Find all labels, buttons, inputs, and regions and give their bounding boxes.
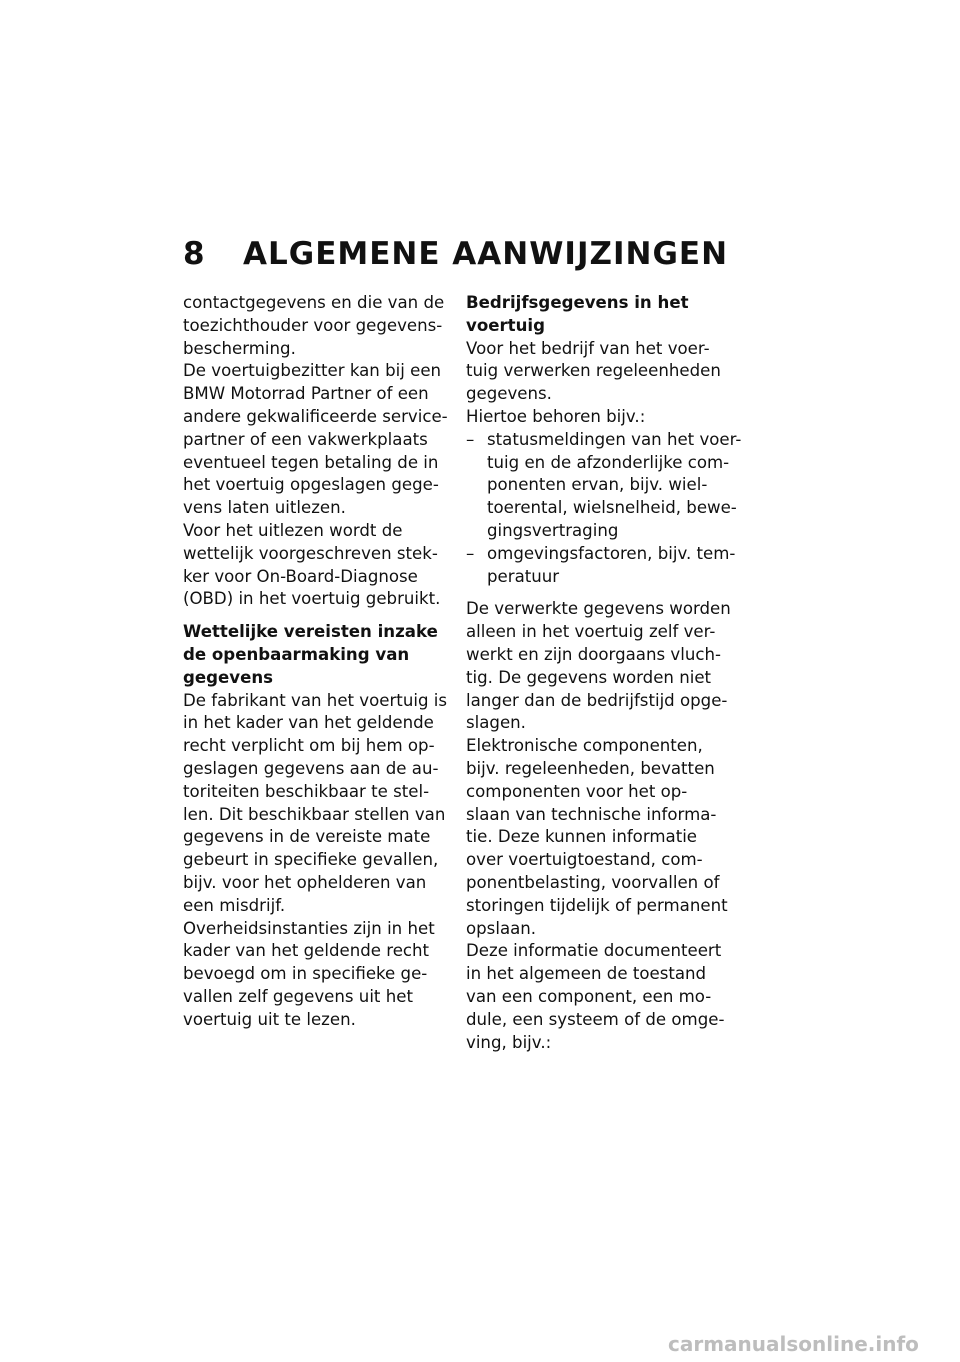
text-line: (OBD) in het voertuig gebruikt. bbox=[183, 589, 441, 609]
watermark-logo: carmanualsonline.info bbox=[668, 1332, 919, 1356]
text-line: contactgegevens en die van de bbox=[183, 293, 445, 312]
paragraph bbox=[183, 360, 451, 520]
text-line: gebeurt in specifieke gevallen, bbox=[183, 850, 439, 870]
text-line: toezichthouder voor gegevens- bbox=[183, 315, 443, 335]
heading-line: de openbaarmaking van bbox=[183, 644, 410, 664]
text-line: slaan van technische informa- bbox=[466, 804, 717, 824]
text-line: Deze informatie documenteert bbox=[466, 941, 722, 961]
text-line: Voor het bedrijf van het voer- bbox=[466, 338, 710, 358]
dash-bullet: – bbox=[466, 429, 475, 449]
text-line: ving, bijv.: bbox=[466, 1032, 552, 1052]
text-line: ponenten ervan, bijv. wiel- bbox=[487, 475, 708, 495]
text-line: eventueel tegen betaling de in bbox=[183, 452, 439, 472]
dash-bullet: – bbox=[466, 543, 475, 563]
chapter-heading bbox=[183, 236, 728, 272]
text-line: in het kader van het geldende bbox=[183, 713, 434, 733]
text-line: tig. De gegevens worden niet bbox=[466, 667, 712, 687]
list-item bbox=[466, 543, 738, 589]
text-line: vallen zelf gegevens uit het bbox=[183, 986, 413, 1006]
text-line: in het algemeen de toestand bbox=[466, 964, 707, 984]
text-line: BMW Motorrad Partner of een bbox=[183, 384, 429, 404]
text-line: het voertuig opgeslagen gege- bbox=[183, 475, 439, 495]
heading-line: gegevens bbox=[183, 667, 274, 687]
text-line: statusmeldingen van het voer- bbox=[487, 429, 742, 449]
heading-line: Wettelijke vereisten inzake bbox=[183, 622, 438, 642]
text-line: dule, een systeem of de omge- bbox=[466, 1009, 725, 1029]
text-line: voertuig uit te lezen. bbox=[183, 1009, 356, 1029]
paragraph bbox=[466, 338, 738, 406]
text-line: opslaan. bbox=[466, 918, 537, 938]
text-line: toriteiten beschikbaar te stel- bbox=[183, 781, 430, 801]
text-line: gegevens. bbox=[466, 384, 552, 404]
text-line: De voertuigbezitter kan bij een bbox=[183, 361, 442, 381]
text-line: recht verplicht om bij hem op- bbox=[183, 736, 435, 756]
paragraph bbox=[183, 292, 451, 360]
text-line: tuig en de afzonderlijke com- bbox=[487, 452, 730, 472]
text-line: slagen. bbox=[466, 713, 526, 733]
text-line: partner of een vakwerkplaats bbox=[183, 429, 428, 449]
chapter-title: ALGEMENE AANWIJZINGEN bbox=[243, 236, 729, 272]
text-line: Overheidsinstanties zijn in het bbox=[183, 918, 435, 938]
section-heading bbox=[466, 292, 738, 338]
text-line: De fabrikant van het voertuig is bbox=[183, 690, 448, 710]
section-heading bbox=[183, 621, 451, 689]
text-line: kader van het geldende recht bbox=[183, 941, 430, 961]
text-line: werkt en zijn doorgaans vluch- bbox=[466, 644, 721, 664]
text-line: over voertuigtoestand, com- bbox=[466, 850, 703, 870]
text-line: bijv. voor het ophelderen van bbox=[183, 872, 427, 892]
text-line: tuig verwerken regeleenheden bbox=[466, 361, 721, 381]
text-line: langer dan de bedrijfstijd opge- bbox=[466, 690, 728, 710]
text-line: bijv. regeleenheden, bevatten bbox=[466, 758, 715, 778]
text-line: gegevens in de vereiste mate bbox=[183, 827, 431, 847]
paragraph bbox=[466, 598, 738, 735]
text-line: bevoegd om in specifieke ge- bbox=[183, 964, 428, 984]
right-column bbox=[466, 292, 742, 1054]
text-line: De verwerkte gegevens worden bbox=[466, 599, 731, 619]
text-line: van een component, een mo- bbox=[466, 986, 712, 1006]
paragraph bbox=[466, 406, 738, 429]
paragraph bbox=[466, 735, 738, 940]
heading-line: voertuig bbox=[466, 315, 545, 335]
text-line: Voor het uitlezen wordt de bbox=[183, 520, 403, 540]
paragraph bbox=[183, 690, 451, 918]
text-line: omgevingsfactoren, bijv. tem- bbox=[487, 543, 736, 563]
text-line: een misdrijf. bbox=[183, 895, 286, 915]
heading-line: Bedrijfsgegevens in het bbox=[466, 293, 689, 312]
text-line: alleen in het voertuig zelf ver- bbox=[466, 622, 716, 642]
text-line: peratuur bbox=[487, 566, 560, 586]
text-line: storingen tijdelijk of permanent bbox=[466, 895, 728, 915]
text-line: toerental, wielsnelheid, bewe- bbox=[487, 498, 737, 518]
left-column bbox=[183, 292, 451, 1032]
chapter-number: 8 bbox=[183, 236, 206, 272]
paragraph bbox=[183, 520, 451, 611]
text-line: andere gekwalificeerde service- bbox=[183, 406, 448, 426]
text-line: ker voor On-Board-Diagnose bbox=[183, 566, 418, 586]
text-line: wettelijk voorgeschreven stek- bbox=[183, 543, 438, 563]
text-line: ponentbelasting, voorvallen of bbox=[466, 872, 720, 892]
paragraph bbox=[466, 940, 738, 1054]
text-line: Elektronische componenten, bbox=[466, 736, 703, 756]
paragraph bbox=[183, 918, 451, 1032]
text-line: vens laten uitlezen. bbox=[183, 498, 346, 518]
text-line: bescherming. bbox=[183, 338, 296, 358]
text-line: Hiertoe behoren bijv.: bbox=[466, 406, 646, 426]
spacer bbox=[183, 611, 451, 621]
text-line: tie. Deze kunnen informatie bbox=[466, 827, 698, 847]
spacer bbox=[466, 588, 738, 598]
text-line: geslagen gegevens aan de au- bbox=[183, 758, 439, 778]
list-item bbox=[466, 429, 742, 543]
text-line: gingsvertraging bbox=[487, 520, 619, 540]
text-line: len. Dit beschikbaar stellen van bbox=[183, 804, 446, 824]
text-line: componenten voor het op- bbox=[466, 781, 688, 801]
